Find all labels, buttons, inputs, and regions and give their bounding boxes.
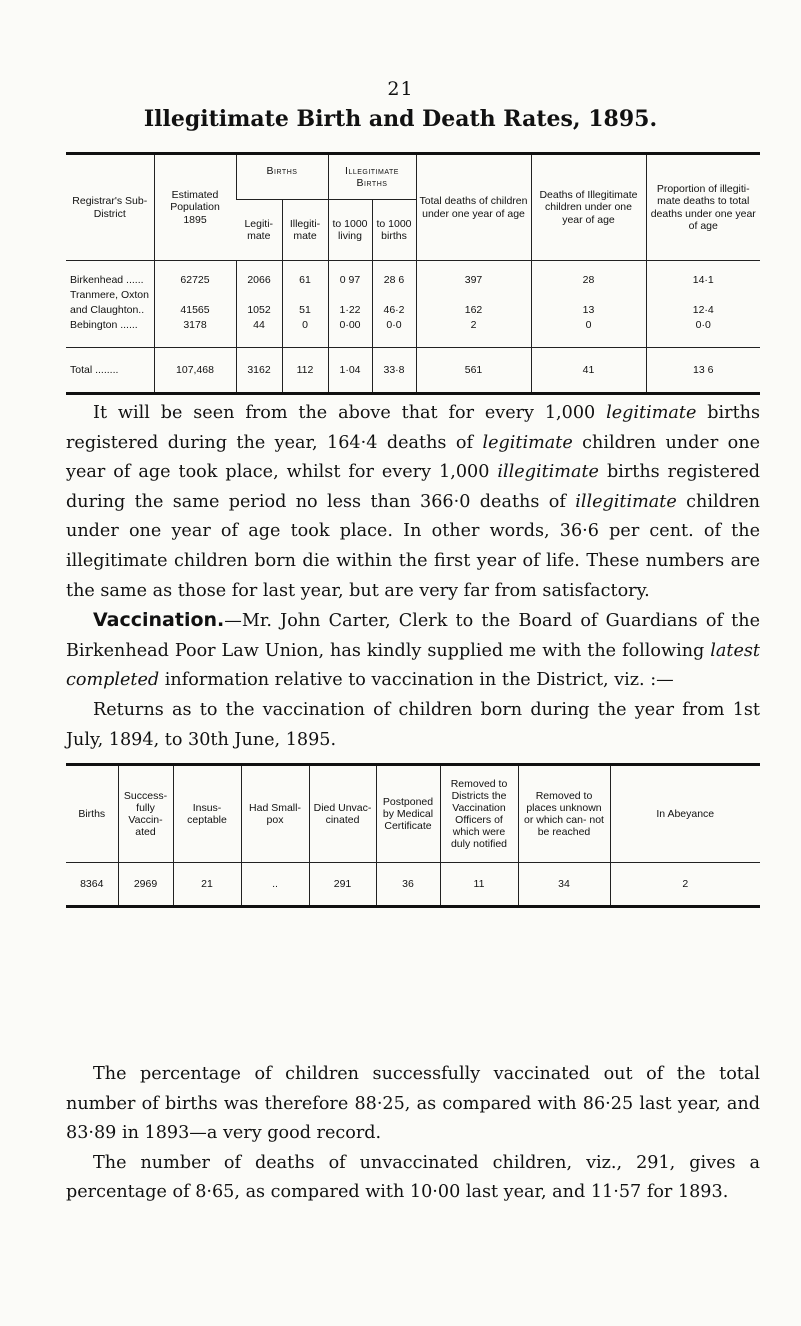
cell-births: 0·0 bbox=[372, 318, 416, 348]
cell-vaccinated: 2969 bbox=[118, 863, 173, 907]
cell-pop: 107,468 bbox=[154, 348, 236, 394]
cell-name: Tranmere, Oxton bbox=[70, 289, 149, 302]
cell-removed-notified: 11 bbox=[440, 863, 518, 907]
cell-living: 1·22 bbox=[328, 303, 372, 318]
cell-name: Total ........ bbox=[66, 348, 154, 394]
cell-total-deaths: 561 bbox=[416, 348, 531, 394]
paragraph-deaths-unvaccinated: The number of deaths of unvaccinated children, viz., 291, gives a percentage of 8·65, as compared with 10·00 last year, and 11·57 for 1893. bbox=[66, 1152, 760, 1203]
cell-births: 46·2 bbox=[372, 303, 416, 318]
table-row bbox=[66, 288, 760, 303]
body-text-top bbox=[66, 399, 760, 755]
cell-legit: 2066 bbox=[236, 261, 282, 289]
body-text-bottom bbox=[66, 1060, 760, 1208]
table-row bbox=[66, 261, 760, 289]
cell-living: 1·04 bbox=[328, 348, 372, 394]
header-to-1000-living: to 1000 living bbox=[328, 200, 372, 261]
cell-births: 28 6 bbox=[372, 261, 416, 289]
cell-illegit-deaths: 13 bbox=[531, 303, 646, 318]
header-smallpox: Had Small- pox bbox=[241, 765, 309, 863]
cell-illegit: 51 bbox=[282, 303, 328, 318]
paragraph-percentage: The percentage of children successfully vaccinated out of the total number of births was therefore 88·25, as compared with 86·25 last year, and 83·89 in 1893—a very good record. bbox=[66, 1064, 760, 1144]
cell-proportion: 12·4 bbox=[646, 303, 760, 318]
header-postponed: Postponed by Medical Certificate bbox=[376, 765, 440, 863]
cell-insusceptable: 21 bbox=[173, 863, 241, 907]
cell-illegit-deaths: 28 bbox=[531, 261, 646, 289]
page-title: Illegitimate Birth and Death Rates, 1895. bbox=[143, 106, 658, 132]
cell-name: Bebington ...... bbox=[70, 319, 138, 332]
cell-legit: 3162 bbox=[236, 348, 282, 394]
header-illegitimate: Illegiti- mate bbox=[282, 200, 328, 261]
vaccination-table bbox=[66, 763, 760, 908]
cell-living: 0·00 bbox=[328, 318, 372, 348]
header-insusceptable: Insus- ceptable bbox=[173, 765, 241, 863]
cell-births: 8364 bbox=[66, 863, 118, 907]
cell-postponed: 36 bbox=[376, 863, 440, 907]
header-removed-notified: Removed to Districts the Vaccination Officers of which were duly notified bbox=[440, 765, 518, 863]
header-total-deaths: Total deaths of children under one year of age bbox=[416, 154, 531, 261]
cell-removed-unknown: 34 bbox=[518, 863, 610, 907]
cell-illegit: 112 bbox=[282, 348, 328, 394]
cell-illegit: 0 bbox=[282, 318, 328, 348]
section-heading-vaccination: Vaccination. bbox=[93, 609, 225, 632]
header-illegit-deaths: Deaths of Illegitimate children under one year of age bbox=[531, 154, 646, 261]
cell-proportion: 13 6 bbox=[646, 348, 760, 394]
cell-living: 0 97 bbox=[328, 261, 372, 289]
header-sub-district: Registrar's Sub-District bbox=[72, 195, 148, 220]
header-births: Births bbox=[78, 807, 106, 820]
illegitimate-rates-table bbox=[66, 152, 760, 395]
cell-illegit-deaths: 0 bbox=[531, 318, 646, 348]
cell-died-unvaccinated: 291 bbox=[309, 863, 376, 907]
header-to-1000-births: to 1000 births bbox=[372, 200, 416, 261]
cell-proportion: 0·0 bbox=[646, 318, 760, 348]
cell-illegit-deaths: 41 bbox=[531, 348, 646, 394]
header-illegit-births: Illegitimate Births bbox=[328, 154, 416, 200]
header-vaccinated: Success- fully Vaccin- ated bbox=[118, 765, 173, 863]
cell-total-deaths: 397 bbox=[416, 261, 531, 289]
cell-pop: 3178 bbox=[154, 318, 236, 348]
total-row bbox=[66, 348, 760, 394]
table-row bbox=[66, 303, 760, 318]
cell-smallpox: .. bbox=[241, 863, 309, 907]
cell-legit: 1052 bbox=[236, 303, 282, 318]
header-removed-unknown: Removed to places unknown or which can- not be reached bbox=[518, 765, 610, 863]
paragraph-illegitimate-rates: It will be seen from the above that for every 1,000 legitimate births registered during the year, 164·4 deaths of legitimate children under one year of age took place, whilst for every 1,000 illegitimate births registered during the same period no less than 366·0 deaths of illegitimate children under one year of age took place. In other words, 36·6 per cent. of the illegitimate children born die within the first year of life. These numbers are the same as those for last year, but are very far from satisfactory. bbox=[66, 403, 761, 601]
cell-births: 33·8 bbox=[372, 348, 416, 394]
paragraph-vaccination: Vaccination.—Mr. John Carter, Clerk to the Board of Guardians of the Birkenhead Poor Law Union, has kindly supplied me with the following latest completed information relative to vaccination in the District, viz. :— bbox=[66, 609, 760, 691]
table-row bbox=[66, 863, 760, 907]
table-row bbox=[66, 318, 760, 348]
header-births: Births bbox=[236, 154, 328, 200]
cell-abeyance: 2 bbox=[610, 863, 760, 907]
header-legitimate: Legiti- mate bbox=[236, 200, 282, 261]
header-population: Estimated Population 1895 bbox=[154, 154, 236, 261]
cell-total-deaths: 2 bbox=[416, 318, 531, 348]
cell-proportion: 14·1 bbox=[646, 261, 760, 289]
header-abeyance: In Abeyance bbox=[610, 765, 760, 863]
cell-pop: 62725 bbox=[154, 261, 236, 289]
cell-legit: 44 bbox=[236, 318, 282, 348]
header-died-unvaccinated: Died Unvac- cinated bbox=[309, 765, 376, 863]
cell-name: and Claughton.. bbox=[70, 304, 145, 317]
paragraph-returns: Returns as to the vaccination of children born during the year from 1st July, 1894, to 30th June, 1895. bbox=[66, 699, 760, 750]
cell-illegit: 61 bbox=[282, 261, 328, 289]
cell-name: Birkenhead ...... bbox=[66, 261, 154, 289]
header-proportion: Proportion of illegiti- mate deaths to total deaths under one year of age bbox=[646, 154, 760, 261]
page-number: 21 bbox=[387, 78, 414, 100]
cell-pop: 41565 bbox=[154, 303, 236, 318]
cell-total-deaths: 162 bbox=[416, 303, 531, 318]
